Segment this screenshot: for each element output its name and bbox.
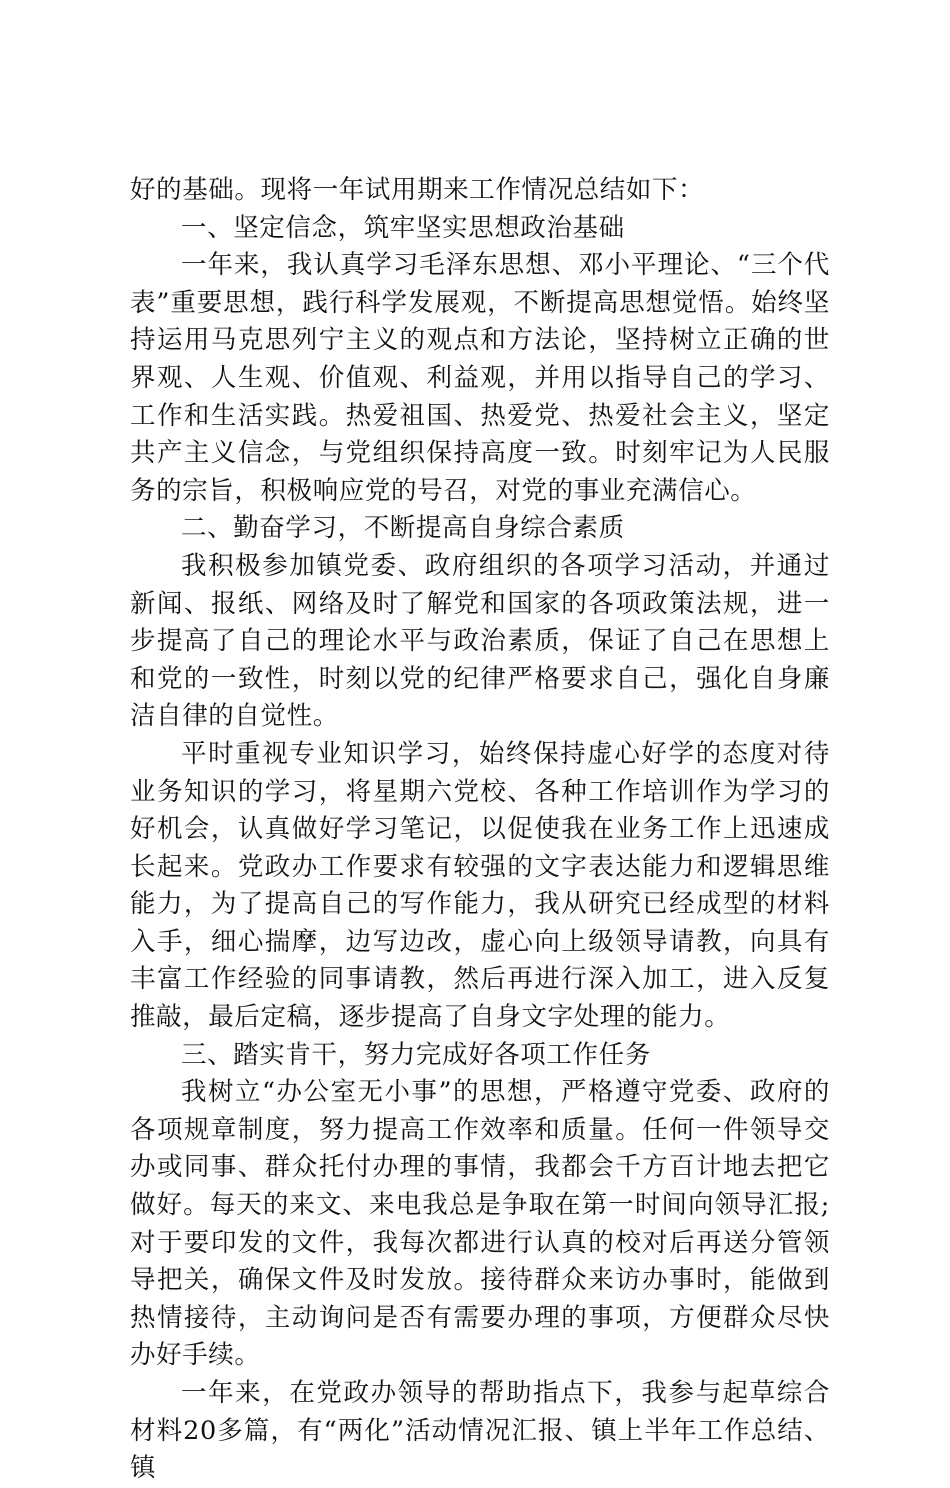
intro-continuation: 好的基础。现将一年试用期来工作情况总结如下： [130, 175, 705, 205]
paragraph-5: 一年来，在党政办领导的帮助指点下，我参与起草综合材料20多篇，有“两化”活动情况汇报、镇上半年工作总结、镇 [130, 1378, 830, 1484]
paragraph-2: 我积极参加镇党委、政府组织的各项学习活动，并通过新闻、报纸、网络及时了解党和国家的各项政策法规，进一步提高了自己的理论水平与政治素质，保证了自己在思想上和党的一致性，时刻以党的纪律严格要求自己，强化自身廉洁自律的自觉性。 [130, 550, 830, 732]
paragraph-3: 平时重视专业知识学习，始终保持虚心好学的态度对待业务知识的学习，将星期六党校、各种工作培训作为学习的好机会，认真做好学习笔记，以促使我在业务工作上迅速成长起来。党政办工作要求有较强的文字表达能力和逻辑思维能力，为了提高自己的写作能力，我从研究已经成型的材料入手，细心揣摩，边写边改，虚心向上级领导请教，向具有丰富工作经验的同事请教，然后再进行深入加工，进入反复推敲，最后定稿，逐步提高了自身文字处理的能力。 [130, 738, 830, 1033]
section-heading-1: 一、坚定信念，筑牢坚实思想政治基础 [181, 212, 625, 243]
document-body [130, 172, 830, 1488]
paragraph-1: 一年来，我认真学习毛泽东思想、邓小平理论、“三个代表”重要思想，践行科学发展观，不断提高思想觉悟。始终坚持运用马克思列宁主义的观点和方法论，坚持树立正确的世界观、人生观、价值观、利益观，并用以指导自己的学习、工作和生活实践。热爱祖国、热爱党、热爱社会主义，坚定共产主义信念，与党组织保持高度一致。时刻牢记为人民服务的宗旨，积极响应党的号召，对党的事业充满信心。 [130, 250, 830, 506]
section-heading-2: 二、勤奋学习，不断提高自身综合素质 [181, 513, 625, 544]
paragraph-4: 我树立“办公室无小事”的思想，严格遵守党委、政府的各项规章制度，努力提高工作效率和质量。任何一件领导交办或同事、群众托付办理的事情，我都会千方百计地去把它做好。每天的来文、来电我总是争取在第一时间向领导汇报;对于要印发的文件，我每次都进行认真的校对后再送分管领导把关，确保文件及时发放。接待群众来访办事时，能做到热情接待，主动询问是否有需要办理的事项，方便群众尽快办好手续。 [130, 1077, 830, 1371]
section-heading-3: 三、踏实肯干，努力完成好各项工作任务 [181, 1039, 651, 1070]
